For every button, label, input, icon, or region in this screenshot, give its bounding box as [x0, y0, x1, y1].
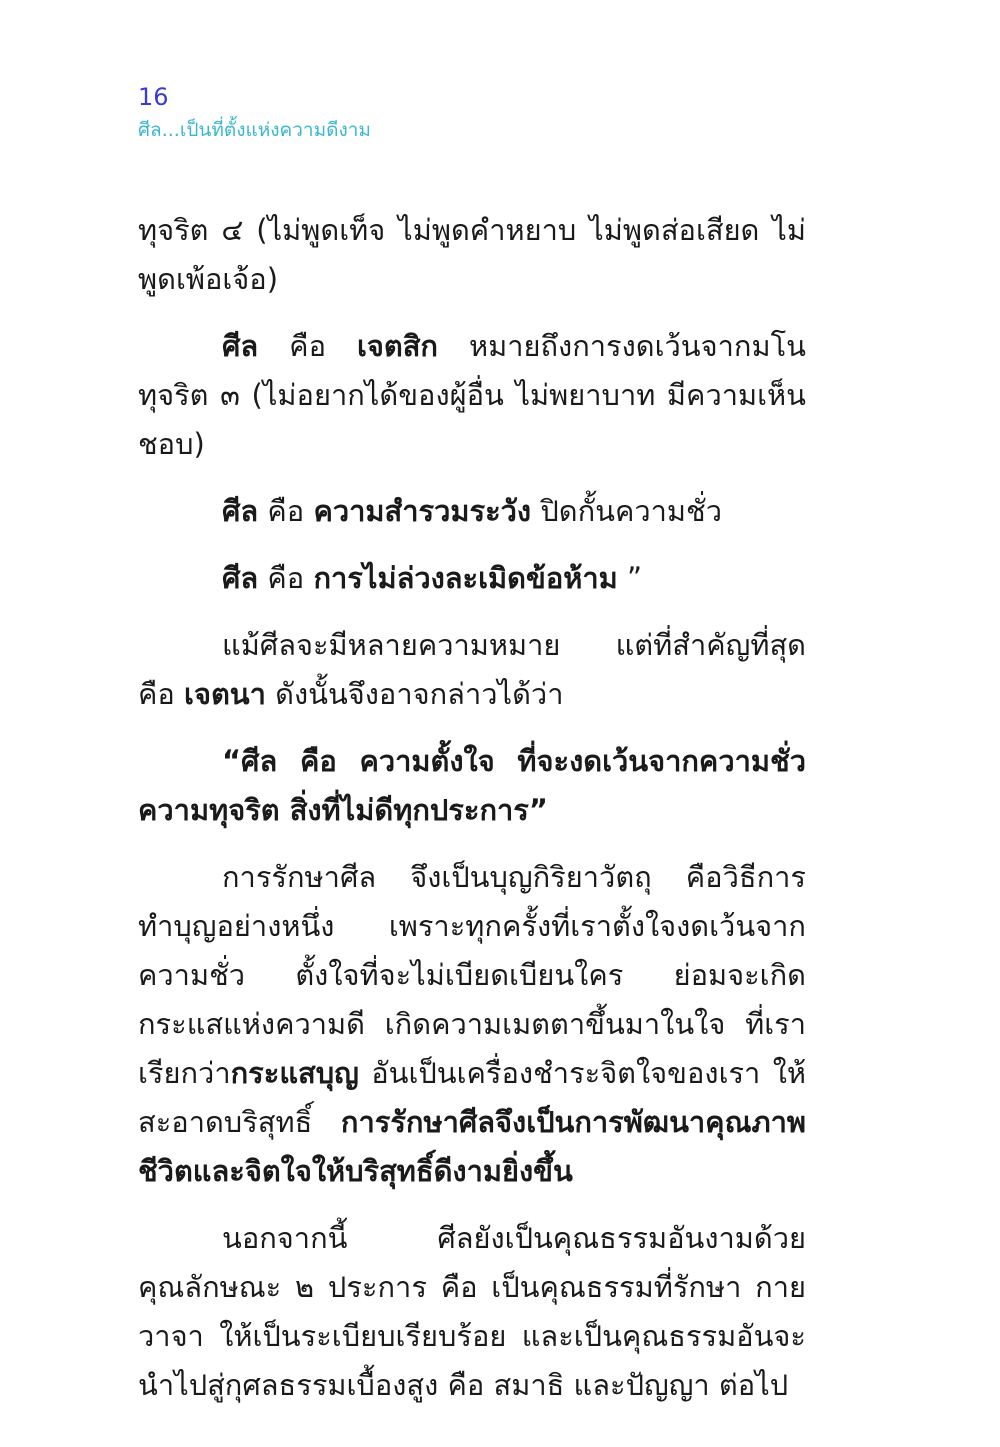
running-title: ศีล...เป็นที่ตั้งแห่งความดีงาม: [138, 119, 371, 141]
paragraph-8: นอกจากนี้ ศีลยังเป็นคุณธรรมอันงามด้วยคุณลักษณะ ๒ ประการ คือ เป็นคุณธรรมที่รักษา กาย วาจา ให้เป็นระเบียบเรียบร้อย และเป็นคุณธรรมอันจะนำไปสู่กุศลธรรมเบื้องสูง คือ สมาธิ และปัญญา ต่อไป: [138, 1221, 806, 1402]
key-term: เจตนา: [184, 677, 266, 711]
paragraph-5: แม้ศีลจะมีหลายความหมาย แต่ที่สำคัญที่สุด คือ เจตนา ดังนั้นจึงอาจกล่าวได้ว่า: [138, 628, 806, 711]
paragraph-3: ศีล คือ ความสำรวมระวัง ปิดกั้นความชั่ว: [222, 494, 723, 528]
page-number: 16: [138, 83, 169, 111]
key-term: เจตสิก: [356, 329, 438, 363]
key-term: กระแสบุญ: [230, 1056, 359, 1090]
key-sentence: การรักษาศีลจึงเป็นการพัฒนาคุณภาพชีวิตและจิตใจให้บริสุทธิ์ดีงามยิ่งขึ้น: [138, 1105, 806, 1188]
key-term: การไม่ล่วงละเมิดข้อห้าม: [313, 561, 618, 595]
term-sila: ศีล: [222, 561, 259, 595]
page-header: [138, 82, 371, 144]
paragraph-7: การรักษาศีล จึงเป็นบุญกิริยาวัตถุ คือวิธีการทำบุญอย่างหนึ่ง เพราะทุกครั้งที่เราตั้งใจงดเว้นจากความชั่ว ตั้งใจที่จะไม่เบียดเบียนใคร ย่อมจะเกิดกระแสแห่งความดี เกิดความเมตตาขึ้นมาในใจ ที่เราเรียกว่ากระแสบุญ อันเป็นเครื่องชำระจิตใจของเรา ให้สะอาดบริสุทธิ์ การรักษาศีลจึงเป็นการพัฒนาคุณภาพชีวิตและจิตใจให้บริสุทธิ์ดีงามยิ่งขึ้น: [138, 860, 806, 1188]
term-sila: ศีล: [222, 494, 259, 528]
quote-definition: “ศีล คือ ความตั้งใจ ที่จะงดเว้นจากความชั่ว ความทุจริต สิ่งที่ไม่ดีทุกประการ”: [138, 744, 806, 827]
term-sila: ศีล: [222, 329, 259, 363]
page-body: [138, 206, 806, 1428]
paragraph-1: ทุจริต ๔ (ไม่พูดเท็จ ไม่พูดคำหยาบ ไม่พูดส่อเสียด ไม่พูดเพ้อเจ้อ): [138, 213, 806, 296]
paragraph-4: ศีล คือ การไม่ล่วงละเมิดข้อห้าม ”: [222, 561, 643, 595]
paragraph-2: ศีล คือ เจตสิก หมายถึงการงดเว้นจากมโนทุจริต ๓ (ไม่อยากได้ของผู้อื่น ไม่พยาบาท มีความเห็นชอบ): [138, 329, 806, 461]
key-term: ความสำรวมระวัง: [313, 494, 532, 528]
